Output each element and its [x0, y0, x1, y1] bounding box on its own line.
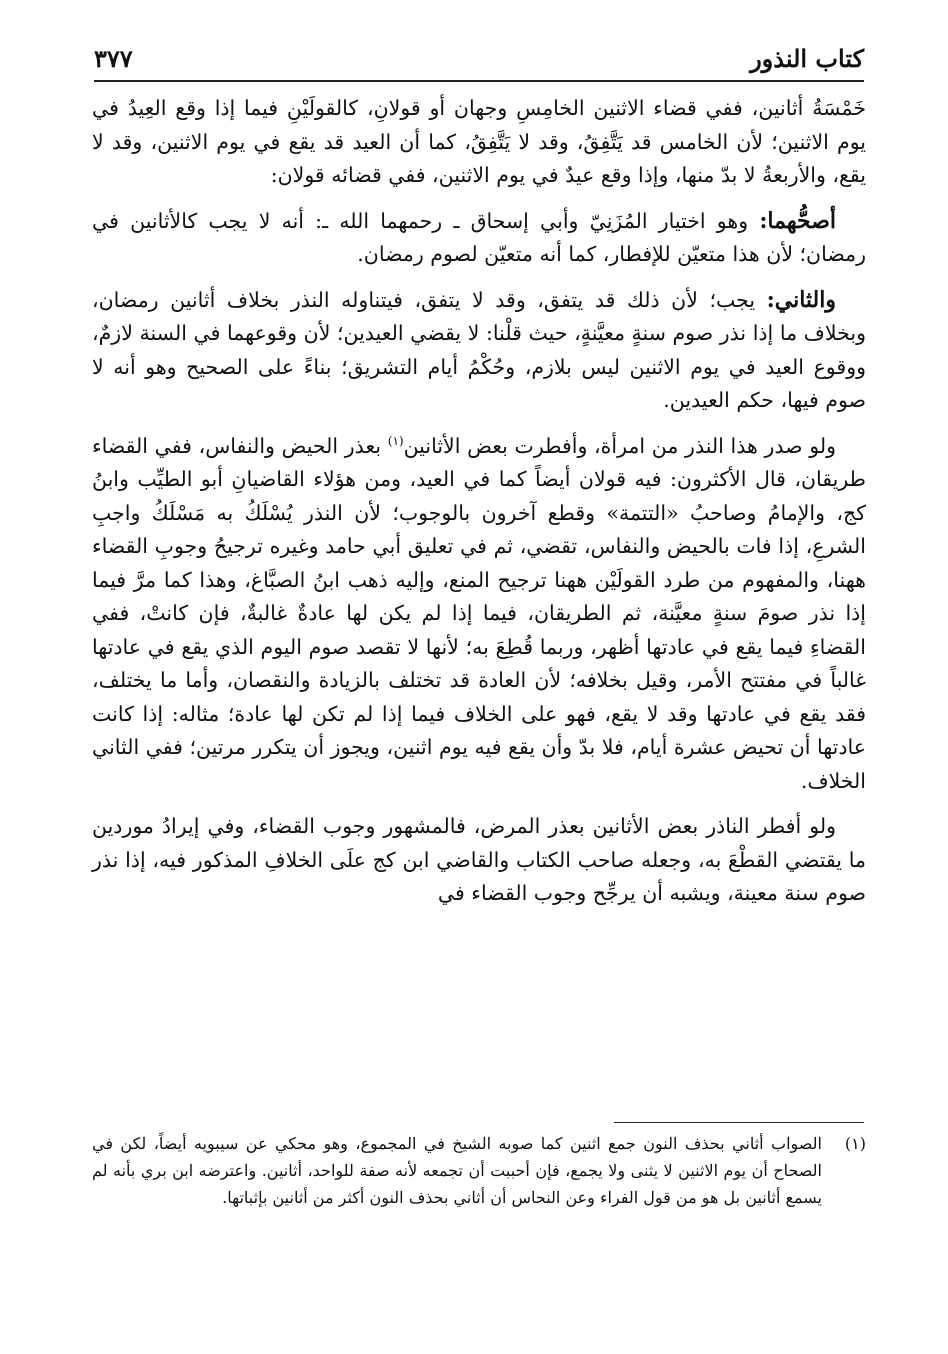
footnote-number: (١) — [844, 1134, 866, 1153]
paragraph-text: ولو أفطر الناذر بعض الأثانين بعذر المرض، فالمشهور وجوب القضاء، وفي إيرادُ موردين ما يقتضي القطْعَ به، وجعله صاحب الكتاب والقاضي ابن كج علَى الخلافِ المذكور فيه، إذا نذر صوم سنة معينة، ويشبه أن يرجِّح وجوب القضاء في — [92, 814, 866, 905]
running-header — [94, 36, 864, 80]
paragraph-text: وهو اختيار المُزَنِيّ وأبي إسحاق ـ رحمهما الله ـ: أنه لا يجب كالأثانين في رمضان؛ لأن هذا متعيّن للإفطار، كما أنه متعيّن لصوم رمضان. — [92, 208, 866, 266]
footnote — [92, 1130, 866, 1211]
paragraph-3 — [92, 284, 866, 418]
main-text — [92, 92, 866, 923]
paragraph-5 — [92, 810, 866, 911]
paragraph-lead: أصحُّهما: — [759, 207, 836, 234]
page-number: ٣٧٧ — [94, 43, 133, 73]
footnote-divider — [614, 1122, 864, 1123]
footnote-reference[interactable]: (١) — [387, 433, 404, 448]
paragraph-lead: والثاني: — [766, 286, 836, 313]
paragraph-text: ولو صدر هذا النذر من امرأة، وأفطرت بعض الأثانين — [403, 433, 837, 458]
paragraph-text: خَمْسَةُ أثانين، ففي قضاء الاثنين الخامِسِ وجهان أو قولانِ، كالقولَيْنِ فيما إذا وقع العِيدُ في يوم الاثنين؛ لأن الخامس قد يَتَّفِقُ، وقد لا يَتَّفِقُ، كما أن العيد قد يقع في يوم الاثنين، وقد لا يقع، والأربعةُ لا بدّ منها، وإذا وقع عيدٌ في يوم الاثنين، ففي قضائه قولان: — [92, 96, 866, 187]
paragraph-text: يجب؛ لأن ذلك قد يتفق، وقد لا يتفق، فيتناوله النذر بخلاف أثانين رمضان، وبخلاف ما إذا نذر صوم سنةٍ معيَّنةٍ، حيث قلْنا: لا يقضي العيدين؛ لأن وقوعهما في السنة لازمٌ، ووقوع العيد في يوم الاثنين ليس بلازم، وحُكْمُ أيام التشريق؛ بناءً على الصحيح وهو أنه لا صوم فيها، حكم العيدين. — [92, 287, 866, 412]
paragraph-1 — [92, 92, 866, 193]
paragraph-2 — [92, 205, 866, 272]
paragraph-text: بعذر الحيض والنفاس، ففي القضاء طريقان، قال الأكثرون: فيه قولان أيضاً كما في العيد، ومن هؤلاء القاضيانِ أبو الطيِّب وابنُ كج، والإمامُ وصاحبُ «التتمة» وقطع آخرون بالوجوب؛ لأن النذر يُسْلَكُ به مَسْلَكُ واجبِ الشرعِ، إذا فات بالحيض والنفاس، تقضي، ثم في تعليق أبي حامد وغيره ترجيحُ وجوبِ القضاء ههنا، والمفهوم من طرد القولَيْن ههنا ترجيح المنع، وإليه ذهب ابنُ الصبَّاغ، وهذا كما مرَّ فيما إذا نذر صومَ سنةٍ معيَّنة، ثم الطريقان، فيما إذا لم يكن لها عادةٌ غالبةٌ، فإن كانتْ، ففي القضاءِ فيما يقع في عادتها أظهر، وربما قُطِعَ به؛ لأنها لا تقصد صوم اليوم الذي يقع في عادتها غالباً في مفتتح الأمر، وقيل بخلافه؛ لأن العادة قد تختلف بالزيادة والنقصان، وأما ما يختلف، فقد يقع في عادتها وقد لا يقع، فهو على الخلاف فيما إذا لم تكن لها عادة؛ مثاله: إذا كانت عادتها أن تحيض عشرة أيام، فلا بدّ وأن يقع فيه يوم اثنين، ويجوز أن يتكرر مرتين؛ ففي الثاني الخلاف. — [92, 433, 866, 793]
paragraph-4 — [92, 430, 866, 799]
footnote-text: الصواب أثاني بحذف النون جمع اثنين كما صوبه الشيخ في المجموع، وهو محكي عن سيبويه أيضاً، لكن في الصحاح أن يوم الاثنين لا يثنى ولا يجمع، فإن أحببت أن تجمعه لأنه صفة للواحد، أثانين. واعترضه ابن بري بأنه لم يسمع أثانين بل هو من قول الفراء وعن النحاس أن أثاني بحذف النون أكثر من أثانين بإثباتها. — [92, 1134, 822, 1207]
book-title: كتاب النذور — [750, 43, 864, 73]
header-divider — [94, 80, 864, 82]
